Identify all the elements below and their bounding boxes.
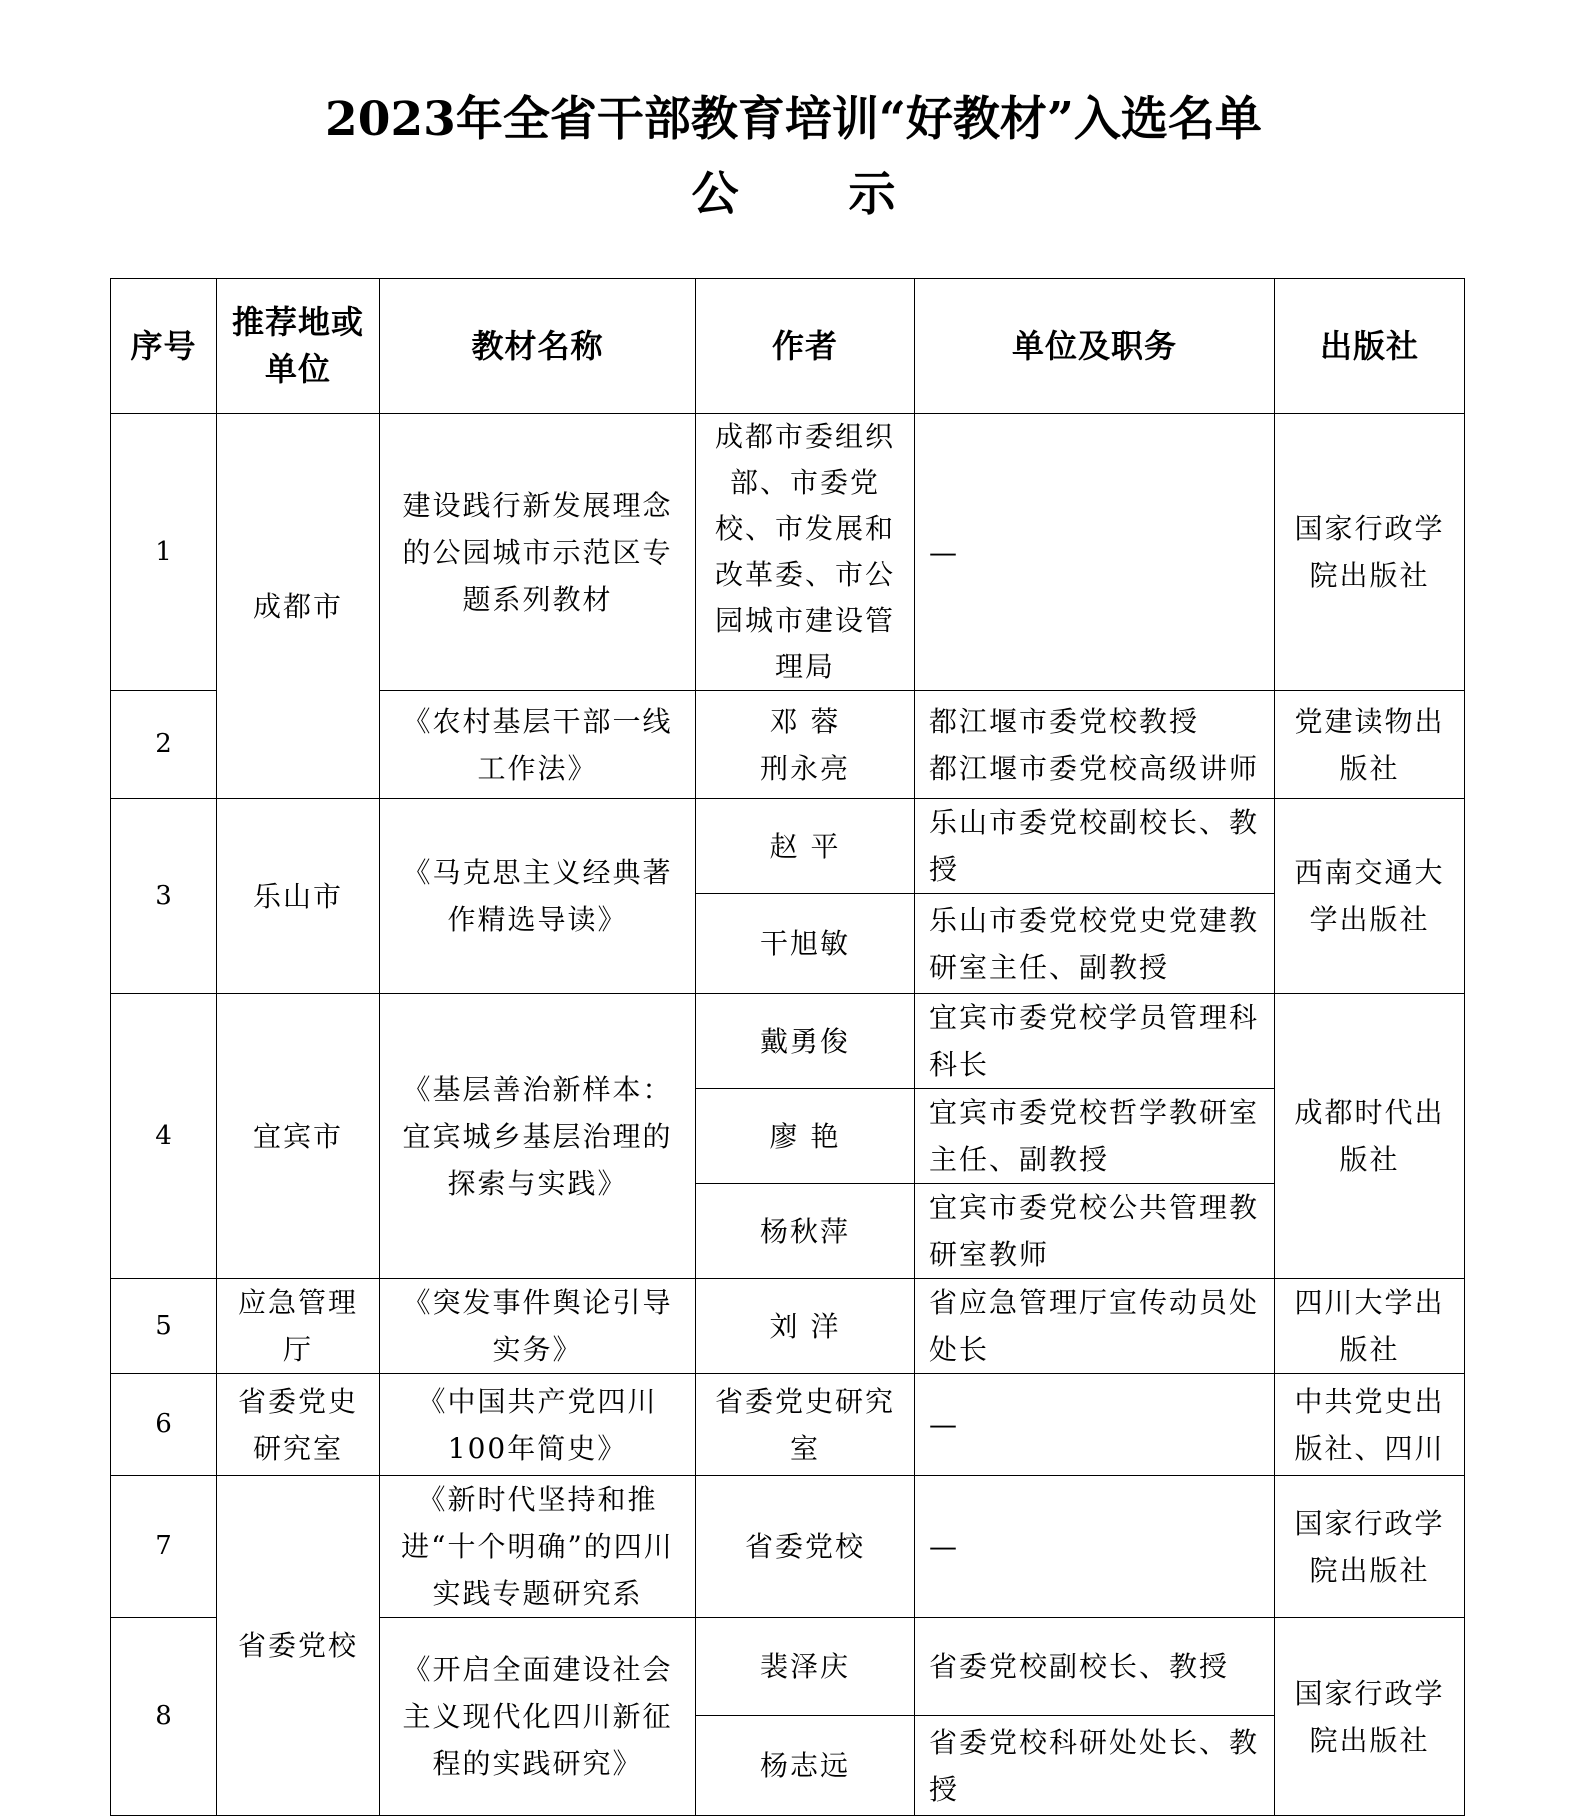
publisher-cell: 四川大学出版社: [1275, 1279, 1465, 1374]
book-title-cell: 《农村基层干部一线工作法》: [380, 691, 696, 799]
position-cell: 宜宾市委党校学员管理科科长: [915, 994, 1275, 1089]
book-title-cell: 《马克思主义经典著作精选导读》: [380, 799, 696, 994]
book-title-cell: 建设践行新发展理念的公园城市示范区专题系列教材: [380, 414, 696, 691]
author-cell: 刘 洋: [696, 1279, 915, 1374]
author-cell: 赵 平: [696, 799, 915, 894]
recommender-cell: 省委党校: [217, 1476, 380, 1816]
position-cell: 宜宾市委党校公共管理教研室教师: [915, 1184, 1275, 1279]
author-name: 邓 蓉: [769, 704, 841, 738]
position-cell: 省委党校副校长、教授: [915, 1618, 1275, 1716]
book-title-cell: 《新时代坚持和推进“十个明确”的四川实践专题研究系: [380, 1476, 696, 1618]
header-no: 序号: [111, 279, 217, 414]
author-cell: 裴泽庆: [696, 1618, 915, 1716]
table-row: [111, 1476, 1465, 1618]
page-title: 2023年全省干部教育培训“好教材”入选名单: [325, 92, 1262, 147]
author-cell: 杨志远: [696, 1716, 915, 1816]
recommender-cell: 宜宾市: [217, 994, 380, 1279]
row-number: 1: [111, 414, 217, 691]
table-row: [111, 799, 1465, 894]
position-cell: —: [915, 414, 1275, 691]
book-title-cell: 《中国共产党四川100年简史》: [380, 1374, 696, 1476]
publisher-cell: 国家行政学院出版社: [1275, 414, 1465, 691]
author-cell: 成都市委组织部、市委党校、市发展和改革委、市公园城市建设管理局: [696, 414, 915, 691]
recommender-cell: 成都市: [217, 414, 380, 799]
table-row: [111, 1279, 1465, 1374]
row-number: 8: [111, 1618, 217, 1816]
position-cell: 省应急管理厅宣传动员处处长: [915, 1279, 1275, 1374]
publisher-cell: 西南交通大学出版社: [1275, 799, 1465, 994]
book-title-cell: 《开启全面建设社会主义现代化四川新征程的实践研究》: [380, 1618, 696, 1816]
table-row: [111, 1374, 1465, 1476]
table-header-row: [111, 279, 1465, 414]
recommender-cell: 应急管理厅: [217, 1279, 380, 1374]
header-recommender: 推荐地或单位: [217, 279, 380, 414]
table-row: [111, 414, 1465, 691]
position-text: 都江堰市委党校教授: [929, 704, 1200, 738]
author-cell: 省委党史研究室: [696, 1374, 915, 1476]
publisher-cell: 国家行政学院出版社: [1275, 1476, 1465, 1618]
header-author: 作者: [696, 279, 915, 414]
publisher-cell: 国家行政学院出版社: [1275, 1618, 1465, 1816]
author-cell: 戴勇俊: [696, 994, 915, 1089]
row-number: 4: [111, 994, 217, 1279]
book-title-cell: 《突发事件舆论引导实务》: [380, 1279, 696, 1374]
recommender-cell: 省委党史研究室: [217, 1374, 380, 1476]
position-cell: —: [915, 1374, 1275, 1476]
header-book: 教材名称: [380, 279, 696, 414]
row-number: 6: [111, 1374, 217, 1476]
position-cell: —: [915, 1476, 1275, 1618]
recommender-cell: 乐山市: [217, 799, 380, 994]
row-number: 7: [111, 1476, 217, 1618]
header-publisher: 出版社: [1275, 279, 1465, 414]
book-title-cell: 《基层善治新样本：宜宾城乡基层治理的探索与实践》: [380, 994, 696, 1279]
author-cell: 干旭敏: [696, 894, 915, 994]
page-subtitle: 公示: [691, 167, 1006, 222]
row-number: 3: [111, 799, 217, 994]
header-position: 单位及职务: [915, 279, 1275, 414]
author-name: 刑永亮: [759, 751, 850, 785]
publisher-cell: 党建读物出版社: [1275, 691, 1465, 799]
table-row: [111, 994, 1465, 1089]
author-cell: 廖 艳: [696, 1089, 915, 1184]
position-cell: 乐山市委党校副校长、教授: [915, 799, 1275, 894]
author-cell: 省委党校: [696, 1476, 915, 1618]
position-cell: 乐山市委党校党史党建教研室主任、副教授: [915, 894, 1275, 994]
author-cell: [696, 691, 915, 799]
position-cell: 省委党校科研处处长、教授: [915, 1716, 1275, 1816]
publisher-cell: 中共党史出版社、四川: [1275, 1374, 1465, 1476]
material-list-table: [110, 278, 1465, 1816]
row-number: 5: [111, 1279, 217, 1374]
author-cell: 杨秋萍: [696, 1184, 915, 1279]
publisher-cell: 成都时代出版社: [1275, 994, 1465, 1279]
position-cell: [915, 691, 1275, 799]
position-text: 都江堰市委党校高级讲师: [929, 751, 1260, 785]
row-number: 2: [111, 691, 217, 799]
position-cell: 宜宾市委党校哲学教研室主任、副教授: [915, 1089, 1275, 1184]
